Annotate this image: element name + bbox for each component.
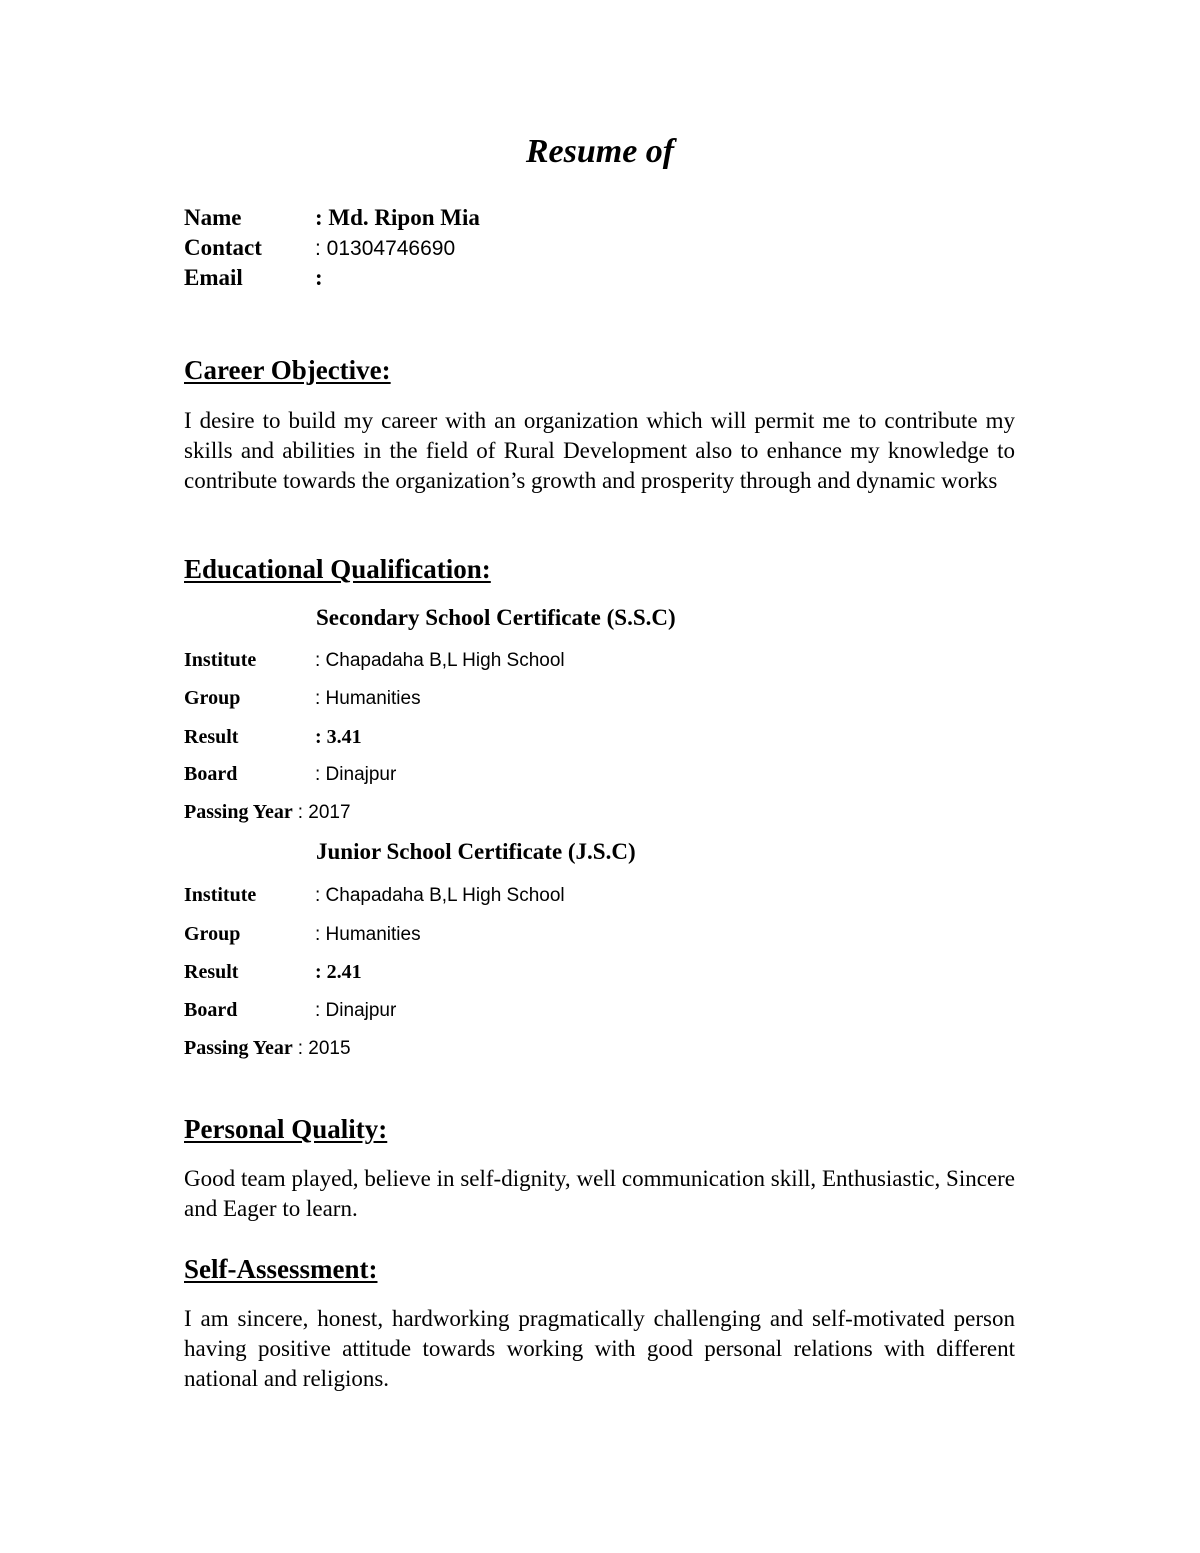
email-label: Email: [184, 265, 243, 290]
jsc-year-row: [184, 1037, 351, 1060]
career-objective-heading: Career Objective:: [184, 355, 391, 385]
ssc-group-value: : Humanities: [315, 688, 421, 709]
jsc-group-label: Group: [184, 923, 241, 945]
ssc-result-row: [184, 726, 362, 749]
jsc-result-value: : 2.41: [315, 961, 362, 983]
jsc-board-value: : Dinajpur: [315, 1000, 397, 1021]
ssc-board-value: : Dinajpur: [315, 764, 397, 785]
ssc-board-row: [184, 763, 396, 786]
jsc-year-label: Passing Year: [184, 1037, 293, 1059]
contact-label: Contact: [184, 235, 262, 260]
ssc-year-label: Passing Year: [184, 801, 293, 823]
ssc-institute-value: : Chapadaha B,L High School: [315, 650, 565, 671]
personal-quality-heading: Personal Quality:: [184, 1114, 388, 1144]
name-value: : Md. Ripon Mia: [315, 205, 480, 230]
jsc-board-label: Board: [184, 999, 238, 1021]
email-row: [184, 265, 323, 291]
ssc-board-label: Board: [184, 763, 238, 785]
ssc-institute-row: [184, 649, 565, 672]
ssc-result-label: Result: [184, 726, 239, 748]
self-assessment-heading: Self-Assessment:: [184, 1254, 378, 1284]
contact-value: : 01304746690: [315, 237, 456, 260]
education-heading: Educational Qualification:: [184, 554, 491, 584]
contact-row: [184, 235, 455, 261]
ssc-year-value: : 2017: [297, 802, 351, 823]
ssc-title: Secondary School Certificate (S.S.C): [316, 605, 676, 630]
jsc-group-value: : Humanities: [315, 924, 421, 945]
name-row: [184, 205, 480, 231]
ssc-group-label: Group: [184, 687, 241, 709]
ssc-year-row: [184, 801, 351, 824]
career-objective-text: I desire to build my career with an organization which will permit me to contribute my skills and abilities in the field of Rural Development also to enhance my knowledge to contribute towards the organization’s growth and prosperity through and dynamic works: [184, 408, 1015, 493]
jsc-year-value: : 2015: [297, 1038, 351, 1059]
jsc-board-row: [184, 999, 396, 1022]
jsc-institute-value: : Chapadaha B,L High School: [315, 885, 565, 906]
personal-quality-text: Good team played, believe in self-dignity, well communication skill, Enthusiastic, Sincere and Eager to learn.: [184, 1166, 1015, 1221]
ssc-group-row: [184, 687, 421, 710]
jsc-result-row: [184, 961, 362, 984]
jsc-result-label: Result: [184, 961, 239, 983]
jsc-institute-label: Institute: [184, 884, 257, 906]
jsc-institute-row: [184, 884, 565, 907]
jsc-group-row: [184, 923, 421, 946]
name-label: Name: [184, 205, 242, 230]
email-value: :: [315, 265, 323, 290]
jsc-title: Junior School Certificate (J.S.C): [316, 839, 636, 864]
resume-title: Resume of: [525, 133, 675, 170]
ssc-result-value: : 3.41: [315, 726, 362, 748]
ssc-institute-label: Institute: [184, 649, 257, 671]
self-assessment-text: I am sincere, honest, hardworking pragmatically challenging and self-motivated person having positive attitude towards working with good personal relations with different national and religions.: [184, 1306, 1015, 1391]
